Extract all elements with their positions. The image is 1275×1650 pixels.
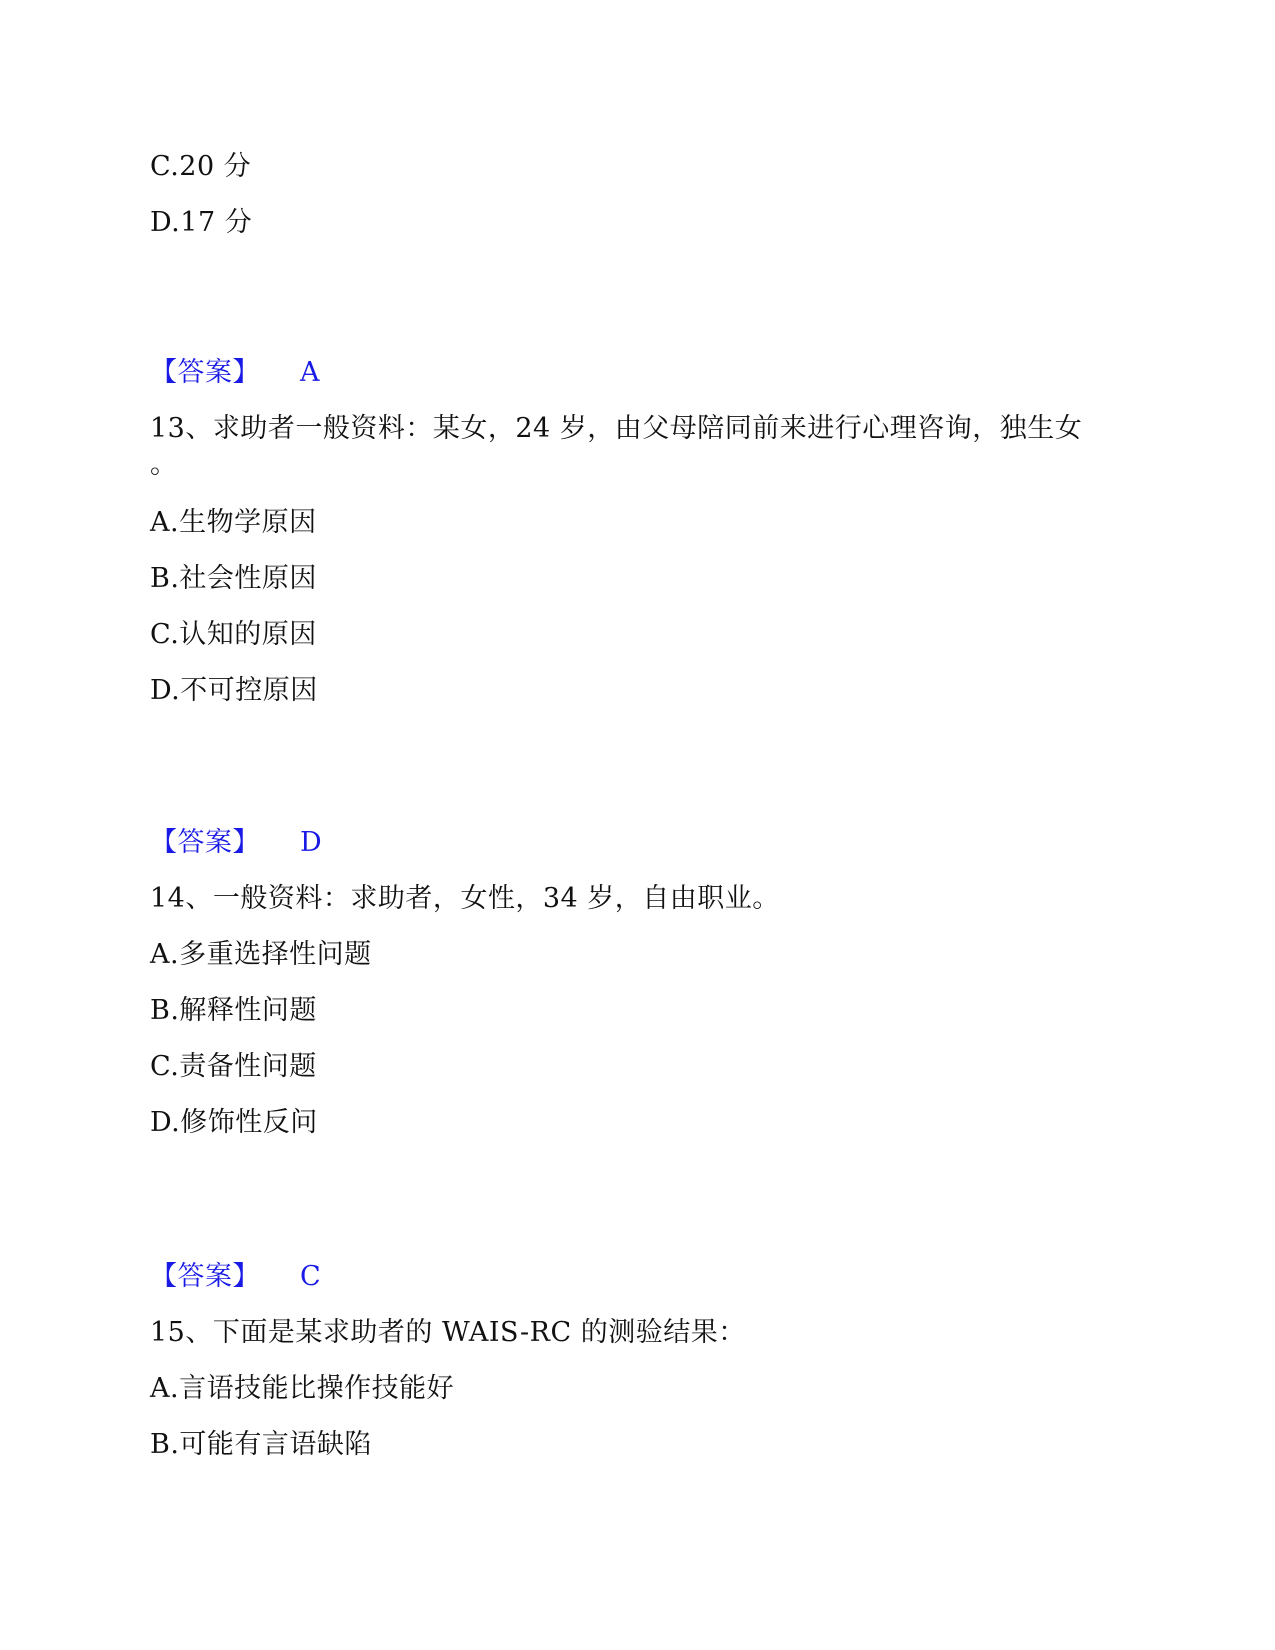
q13-stem: 13、求助者一般资料：某女，24 岁，由父母陪同前来进行心理咨询，独生女	[150, 413, 1083, 444]
q14-answer	[150, 1260, 321, 1294]
answer-value: D	[300, 827, 323, 858]
q15-option-b: B.可能有言语缺陷	[150, 1429, 372, 1460]
answer-label: 【答案】	[150, 827, 260, 858]
q13-option-a: A.生物学原因	[150, 507, 317, 538]
q13-answer	[150, 826, 322, 860]
q14-option-c: C.责备性问题	[150, 1051, 317, 1082]
q13-stem-continuation: 。	[150, 449, 178, 480]
answer-value: A	[300, 357, 320, 388]
q14-stem: 14、一般资料：求助者，女性，34 岁，自由职业。	[150, 883, 780, 914]
q15-option-a: A.言语技能比操作技能好	[150, 1373, 455, 1404]
q14-option-d: D.修饰性反问	[150, 1107, 318, 1138]
q13-option-c: C.认知的原因	[150, 619, 317, 650]
q13-option-d: D.不可控原因	[150, 675, 318, 706]
q12-answer	[150, 356, 320, 390]
answer-label: 【答案】	[150, 1261, 260, 1292]
q12-option-d: D.17 分	[150, 207, 253, 238]
q13-option-b: B.社会性原因	[150, 563, 317, 594]
q12-option-c: C.20 分	[150, 151, 252, 182]
q14-option-b: B.解释性问题	[150, 995, 317, 1026]
answer-label: 【答案】	[150, 357, 260, 388]
answer-value: C	[300, 1261, 322, 1292]
q14-option-a: A.多重选择性问题	[150, 939, 372, 970]
q15-stem: 15、下面是某求助者的 WAIS-RC 的测验结果：	[150, 1317, 746, 1348]
